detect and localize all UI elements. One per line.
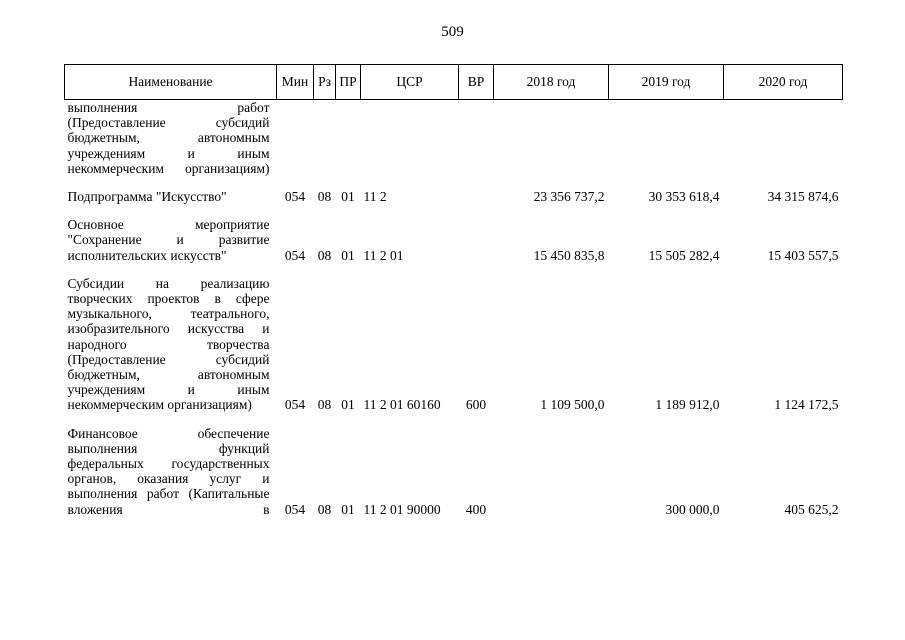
row-pr: 01 bbox=[341, 501, 355, 517]
row-2020: 405 625,2 bbox=[784, 501, 839, 517]
header-rz: Рз bbox=[314, 65, 336, 100]
row-2020: 15 403 557,5 bbox=[767, 247, 839, 263]
row-name: Финансовое обеспечение выполнения функций федеральных государственных органов, оказания услуг и выполнения работ (Капитальные вложения в bbox=[67, 425, 270, 517]
row-vr bbox=[459, 217, 494, 263]
header-name: Наименование bbox=[65, 65, 277, 100]
row-min: 054 bbox=[284, 501, 306, 517]
header-min: Мин bbox=[277, 65, 314, 100]
row-rz: 08 bbox=[317, 501, 332, 517]
table-row bbox=[65, 426, 843, 517]
row-name: Подпрограмма "Искусство" bbox=[67, 189, 227, 205]
row-vr: 600 bbox=[465, 397, 487, 413]
row-2018: 1 109 500,0 bbox=[540, 397, 605, 413]
row-name: выполнения работ (Предоставление субсидий бюджетным, автономным учреждениям и иным некоммерческим организациям) bbox=[67, 100, 270, 176]
row-2018 bbox=[494, 426, 609, 517]
row-2018: 15 450 835,8 bbox=[533, 247, 605, 263]
header-2018: 2018 год bbox=[494, 65, 609, 100]
row-csr: 11 2 01 90000 bbox=[363, 501, 441, 517]
row-min: 054 bbox=[284, 397, 306, 413]
row-2019: 1 189 912,0 bbox=[655, 397, 720, 413]
table-row bbox=[65, 276, 843, 413]
row-2020 bbox=[724, 100, 843, 177]
row-vr: 400 bbox=[465, 501, 487, 517]
row-pr: 01 bbox=[341, 397, 355, 413]
header-2019: 2019 год bbox=[609, 65, 724, 100]
row-2019: 300 000,0 bbox=[665, 501, 720, 517]
row-2018 bbox=[494, 100, 609, 177]
row-2018: 23 356 737,2 bbox=[533, 189, 605, 205]
row-rz: 08 bbox=[317, 189, 332, 205]
header-csr: ЦСР bbox=[361, 65, 459, 100]
row-pr bbox=[336, 100, 361, 177]
row-csr bbox=[361, 100, 459, 177]
row-name: Субсидии на реализацию творческих проектов в сфере музыкального, театрального, изобразительного искусства и народного творчества (Предоставление субсидий бюджетным, автономным учреждениям и иным некоммерческим организациям) bbox=[67, 275, 270, 413]
table-row bbox=[65, 217, 843, 263]
table-row bbox=[65, 189, 843, 204]
row-rz bbox=[314, 100, 336, 177]
row-2020: 1 124 172,5 bbox=[774, 397, 839, 413]
row-pr: 01 bbox=[341, 189, 355, 205]
row-name: Основное мероприятие "Сохранение и развитие исполнительских искусств" bbox=[67, 217, 270, 263]
row-rz: 08 bbox=[317, 397, 332, 413]
row-2019: 15 505 282,4 bbox=[648, 247, 720, 263]
budget-table bbox=[64, 64, 843, 517]
row-gap bbox=[65, 176, 843, 189]
row-vr bbox=[459, 189, 494, 204]
row-min: 054 bbox=[284, 247, 306, 263]
header-vr: ВР bbox=[459, 65, 494, 100]
row-2019: 30 353 618,4 bbox=[648, 189, 720, 205]
row-gap bbox=[65, 413, 843, 426]
row-csr: 11 2 01 60160 bbox=[363, 397, 441, 413]
header-pr: ПР bbox=[336, 65, 361, 100]
row-rz: 08 bbox=[317, 247, 332, 263]
row-min: 054 bbox=[284, 189, 306, 205]
row-gap bbox=[65, 204, 843, 217]
row-gap bbox=[65, 263, 843, 276]
row-vr bbox=[459, 100, 494, 177]
row-2020: 34 315 874,6 bbox=[767, 189, 839, 205]
table-header-row bbox=[65, 65, 843, 100]
row-csr: 11 2 01 bbox=[363, 247, 404, 263]
row-min bbox=[277, 100, 314, 177]
row-pr: 01 bbox=[341, 247, 355, 263]
row-2019 bbox=[609, 100, 724, 177]
table-row bbox=[65, 100, 843, 177]
row-csr: 11 2 bbox=[363, 189, 387, 205]
page-number: 509 bbox=[441, 24, 464, 40]
header-2020: 2020 год bbox=[724, 65, 843, 100]
